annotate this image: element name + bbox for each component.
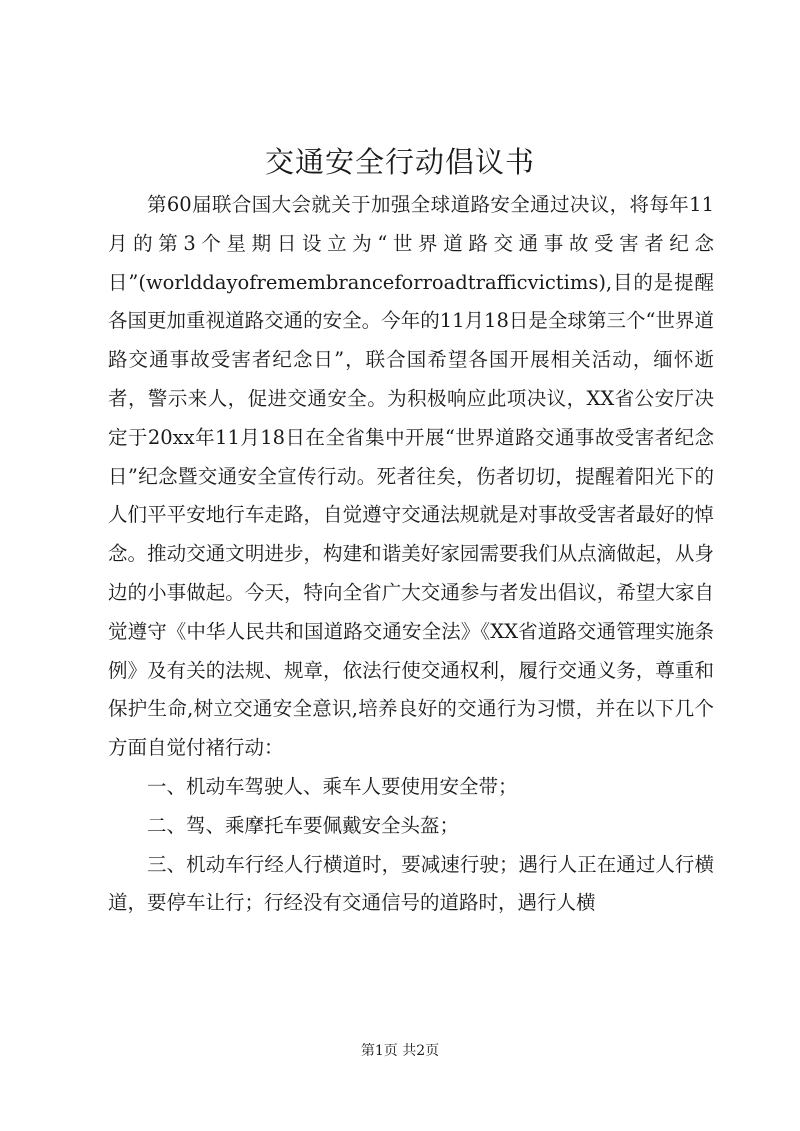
paragraph-item-2: 二、驾、乘摩托车要佩戴安全头盔； — [147, 813, 460, 837]
paragraph-item-1: 一、机动车驾驶人、乘车人要使用安全带； — [147, 774, 518, 798]
paragraph-item-3: 三、机动车行经人行横道时，要减速行驶；遇行人正在通过人行横道，要停车让行；行经没有交通信号的道路时，遇行人横 — [108, 852, 714, 915]
document-title: 交通安全行动倡议书 — [264, 145, 535, 179]
page-footer: 第1页 共2页 — [360, 1043, 440, 1059]
paragraph-intro: 第60届联合国大会就关于加强全球道路安全通过决议，将每年11月的第3个星期日设立为“世界道路交通事故受害者纪念日”(worlddayofremembranceforroadtrafficvictims),目的是提醒各国更加重视道路交通的安全。今年的11月18日是全球第三个“世界道路交通事故受害者纪念日”，联合国希望各国开展相关活动，缅怀逝者，警示来人，促进交通安全。为积极响应此项决议，XX省公安厅决定于20xx年11月18日在全省集中开展“世界道路交通事故受害者纪念日”纪念暨交通安全宣传行动。死者往矣，伤者切切，提醒着阳光下的人们平平安地行车走路，自觉遵守交通法规就是对事故受害者最好的悼念。推动交通文明进步，构建和谐美好家园需要我们从点滴做起，从身边的小事做起。今天，特向全省广大交通参与者发出倡议，希望大家自觉遵守《中华人民共和国道路交通安全法》《XX省道路交通管理实施条例》及有关的法规、规章，依法行使交通权利，履行交通义务，尊重和保护生命,树立交通安全意识,培养良好的交通行为习惯，并在以下几个方面自觉付褚行动： — [108, 193, 714, 760]
document-body — [108, 186, 714, 923]
